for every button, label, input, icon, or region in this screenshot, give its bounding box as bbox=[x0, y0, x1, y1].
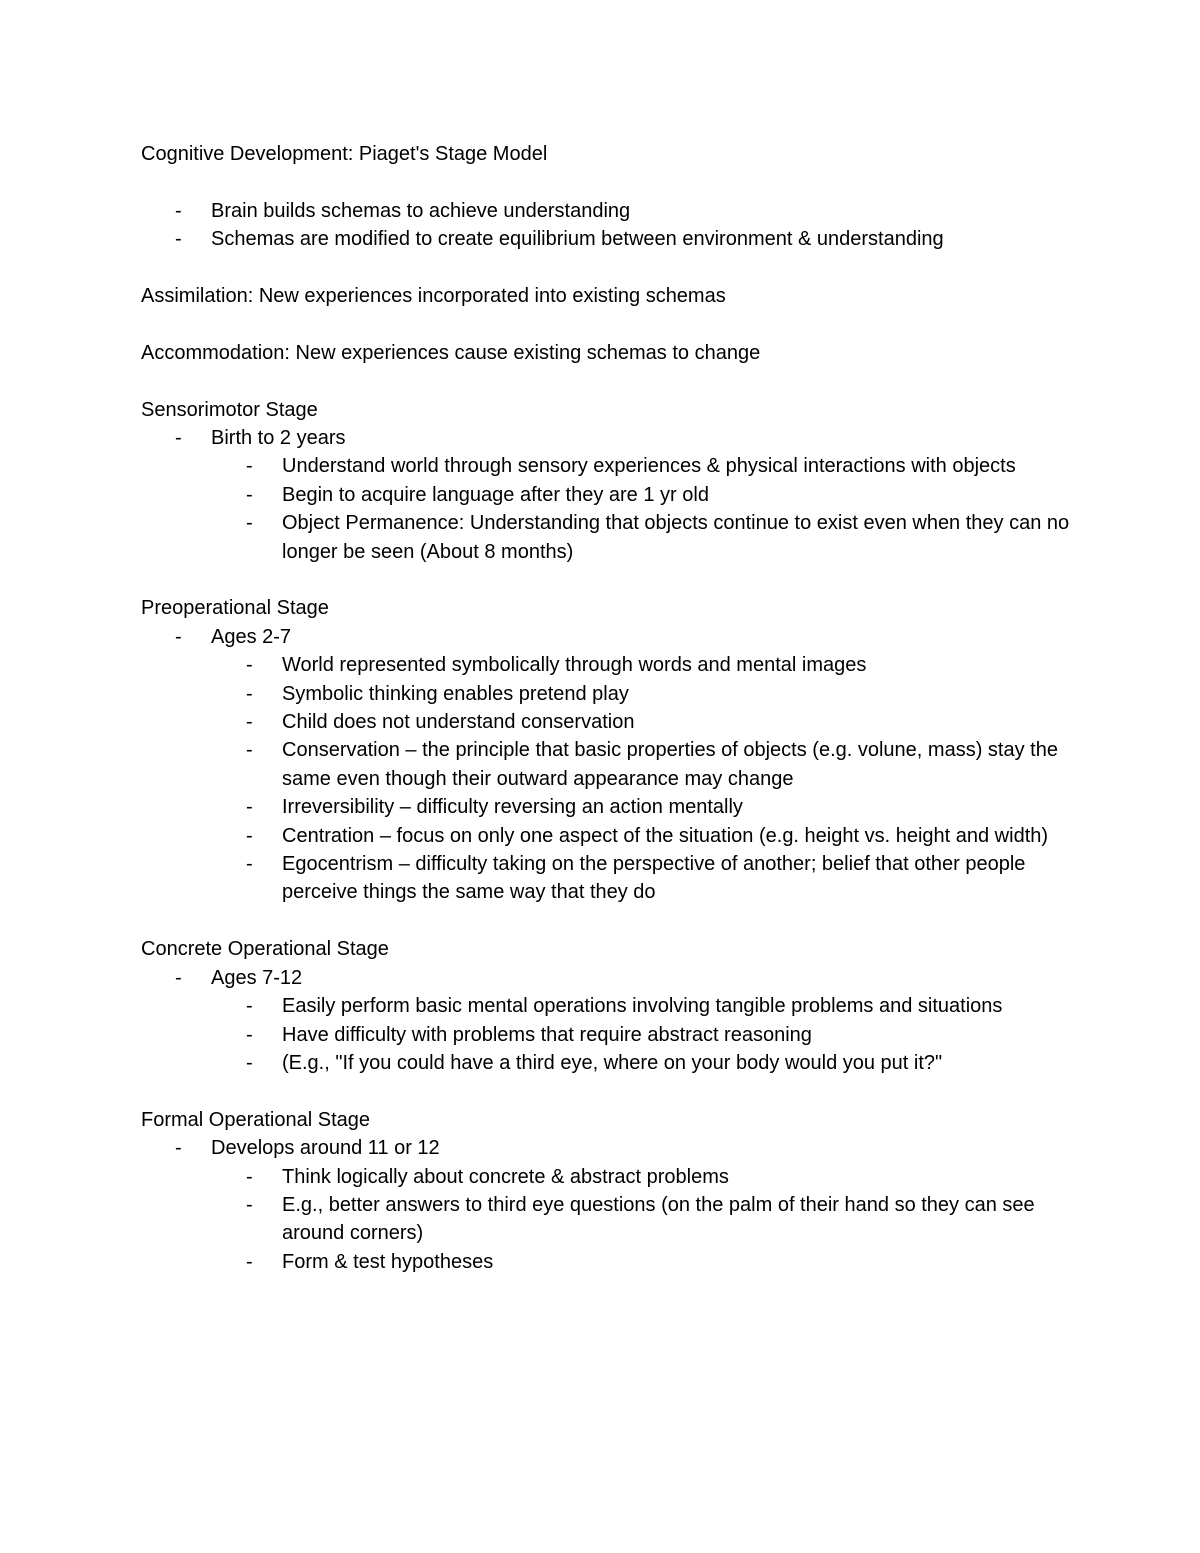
bullet-dash: - bbox=[246, 455, 253, 478]
spacer bbox=[141, 168, 1071, 196]
stage-point: - Irreversibility – difficulty reversing an action mentally bbox=[141, 793, 1071, 821]
spacer bbox=[141, 310, 1071, 338]
stage-point: - E.g., better answers to third eye questions (on the palm of their hand so they can see around corners) bbox=[141, 1191, 1071, 1248]
bullet-dash: - bbox=[246, 739, 253, 762]
stage-point: - Centration – focus on only one aspect of the situation (e.g. height vs. height and width) bbox=[141, 822, 1071, 850]
spacer bbox=[141, 254, 1071, 282]
stage-heading-formal-operational: Formal Operational Stage bbox=[141, 1108, 371, 1131]
bullet-dash: - bbox=[175, 427, 182, 449]
bullet-dash: - bbox=[246, 824, 253, 847]
stage-age: - Birth to 2 years bbox=[141, 424, 1071, 452]
stage-point: - Have difficulty with problems that require abstract reasoning bbox=[141, 1021, 1071, 1049]
bullet-dash: - bbox=[246, 483, 253, 506]
stage-point: - (E.g., "If you could have a third eye, where on your body would you put it?" bbox=[141, 1049, 1071, 1077]
bullet-dash: - bbox=[246, 1051, 253, 1074]
document-page bbox=[141, 140, 1071, 1276]
stage-point: - Begin to acquire language after they are 1 yr old bbox=[141, 481, 1071, 509]
stage-point: - Symbolic thinking enables pretend play bbox=[141, 680, 1071, 708]
bullet-dash: - bbox=[246, 711, 253, 734]
stage-heading-sensorimotor: Sensorimotor Stage bbox=[141, 398, 318, 421]
spacer bbox=[141, 367, 1071, 395]
intro-bullet-1: - Brain builds schemas to achieve understanding bbox=[141, 197, 1071, 225]
bullet-dash: - bbox=[175, 1137, 182, 1160]
stage-heading-concrete-operational: Concrete Operational Stage bbox=[141, 938, 389, 961]
stage-age: - Ages 7-12 bbox=[141, 964, 1071, 992]
bullet-dash: - bbox=[175, 228, 182, 251]
spacer bbox=[141, 907, 1071, 935]
bullet-dash: - bbox=[246, 1023, 253, 1046]
bullet-dash: - bbox=[246, 796, 253, 819]
stage-age: - Ages 2-7 bbox=[141, 623, 1071, 651]
document-title: Cognitive Development: Piaget's Stage Model bbox=[141, 143, 548, 165]
bullet-dash: - bbox=[246, 1250, 253, 1273]
bullet-dash: - bbox=[246, 1165, 253, 1188]
bullet-dash: - bbox=[246, 654, 253, 677]
stage-point: - Object Permanence: Understanding that objects continue to exist even when they can no longer be seen (About 8 months) bbox=[141, 509, 1071, 566]
intro-bullet-2: - Schemas are modified to create equilibrium between environment & understanding bbox=[141, 225, 1071, 253]
bullet-dash: - bbox=[175, 199, 182, 222]
stage-point: - World represented symbolically through words and mental images bbox=[141, 651, 1071, 679]
bullet-dash: - bbox=[246, 512, 253, 535]
stage-point: - Easily perform basic mental operations involving tangible problems and situations bbox=[141, 992, 1071, 1020]
bullet-dash: - bbox=[175, 625, 182, 648]
accommodation-definition: Accommodation: New experiences cause existing schemas to change bbox=[141, 341, 761, 364]
bullet-dash: - bbox=[246, 853, 253, 876]
spacer bbox=[141, 1077, 1071, 1105]
stage-age: - Develops around 11 or 12 bbox=[141, 1134, 1071, 1162]
bullet-dash: - bbox=[246, 995, 253, 1018]
stage-point: - Egocentrism – difficulty taking on the perspective of another; belief that other people perceive things the same way that they do bbox=[141, 850, 1071, 907]
assimilation-definition: Assimilation: New experiences incorporated into existing schemas bbox=[141, 285, 726, 307]
stage-point: - Understand world through sensory experiences & physical interactions with objects bbox=[141, 452, 1071, 480]
stage-point: - Think logically about concrete & abstract problems bbox=[141, 1163, 1071, 1191]
bullet-dash: - bbox=[175, 966, 182, 989]
stage-point: - Form & test hypotheses bbox=[141, 1248, 1071, 1276]
bullet-dash: - bbox=[246, 682, 253, 705]
stage-point: - Child does not understand conservation bbox=[141, 708, 1071, 736]
stage-heading-preoperational: Preoperational Stage bbox=[141, 597, 329, 620]
spacer bbox=[141, 566, 1071, 594]
bullet-dash: - bbox=[246, 1193, 253, 1216]
stage-point: - Conservation – the principle that basic properties of objects (e.g. volune, mass) stay the same even though their outward appearance may change bbox=[141, 736, 1071, 793]
